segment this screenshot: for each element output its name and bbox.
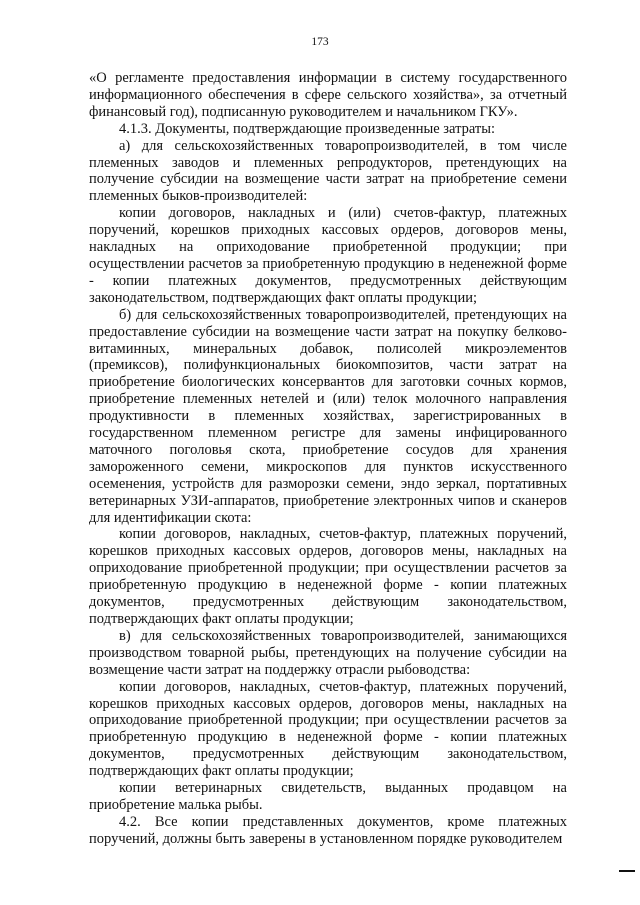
paragraph-item-a: а) для сельскохозяйственных товаропроизводителей, в том числе племенных заводов и племенных репродукторов, претендующих на получение субсидии на возмещение части затрат на приобретение семени племенных быков-производителей:: [89, 137, 567, 205]
page-number: 173: [311, 36, 329, 48]
paragraph-item-c: в) для сельскохозяйственных товаропроизводителей, занимающихся производством товарной рыбы, претендующих на получение субсидии на возмещение части затрат на поддержку отрасли рыбоводства:: [89, 627, 567, 678]
paragraph-item-b: б) для сельскохозяйственных товаропроизводителей, претендующих на предоставление субсидии на возмещение части затрат на покупку белково-витаминных, минеральных добавок, полисолей микроэлементов (премиксов), полифункциональных биокомпозитов, части затрат на приобретение биологических консервантов для заготовки сочных кормов, приобретение племенных нетелей и (или) телок молочного направления продуктивности в племенных хозяйствах, зарегистрированных в государственном племенном регистре для замены инфицированного маточного поголовья скота, приобретение сосудов для хранения замороженного семени, микроскопов для пунктов искусственного осеменения, устройств для разморозки семени, эндо зеркал, портативных ветеринарных УЗИ-аппаратов, приобретение электронных чипов и сканеров для идентификации скота:: [89, 306, 567, 526]
document-body: [89, 70, 567, 848]
paragraph-section-4-2: 4.2. Все копии представленных документов, кроме платежных поручений, должны быть заверены в установленном порядке руководителем: [89, 813, 567, 847]
page-edge-mark: [619, 870, 635, 872]
paragraph-regulation-reference: «О регламенте предоставления информации в систему государственного информационного обеспечения в сфере сельского хозяйства», за отчетный финансовый год), подписанную руководителем и начальником ГКУ».: [89, 70, 567, 120]
paragraph-item-b-documents: копии договоров, накладных, счетов-фактур, платежных поручений, корешков приходных кассовых ордеров, договоров мены, накладных на оприходование приобретенной продукции; при осуществлении расчетов за приобретенную продукцию в неденежной форме - копии платежных документов, предусмотренных действующим законодательством, подтверждающих факт оплаты продукции;: [89, 526, 567, 627]
paragraph-item-a-documents: копии договоров, накладных и (или) счетов-фактур, платежных поручений, корешков приходных кассовых ордеров, договоров мены, накладных на оприходование приобретенной продукции; при осуществлении расчетов за приобретенную продукцию в неденежной форме - копии платежных документов, предусмотренных действующим законодательством, подтверждающих факт оплаты продукции;: [89, 205, 567, 306]
paragraph-item-c-vet-certificates: копии ветеринарных свидетельств, выданных продавцом на приобретение малька рыбы.: [89, 780, 567, 813]
paragraph-item-c-documents: копии договоров, накладных, счетов-фактур, платежных поручений, корешков приходных кассовых ордеров, договоров мены, накладных на оприходование приобретенной продукции; при осуществлении расчетов за приобретенную продукцию в неденежной форме - копии платежных документов, предусмотренных действующим законодательством, подтверждающих факт оплаты продукции;: [89, 678, 567, 780]
paragraph-section-4-1-3: 4.1.3. Документы, подтверждающие произведенные затраты:: [119, 120, 496, 137]
